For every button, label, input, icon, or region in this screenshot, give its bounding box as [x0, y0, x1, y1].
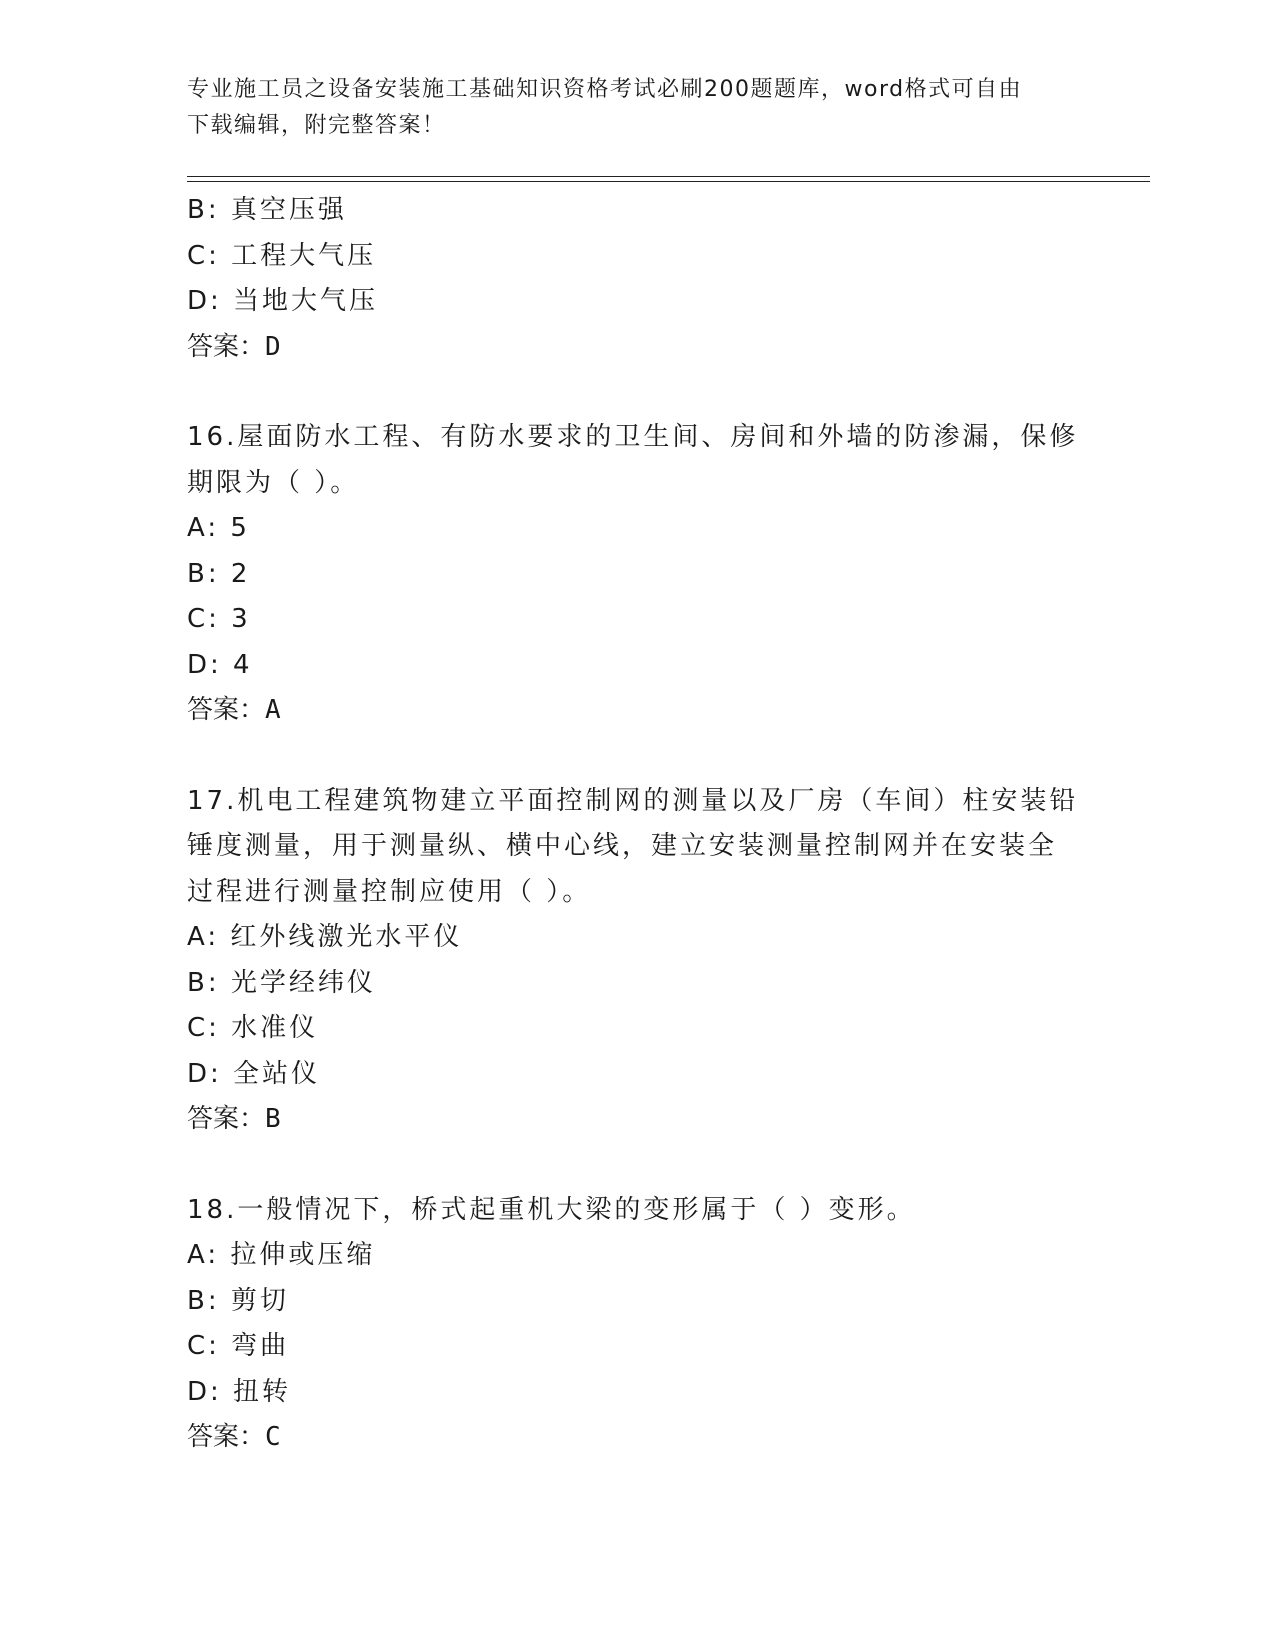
header-line-2: 下载编辑，附完整答案！ [187, 113, 446, 138]
spacer [187, 734, 1087, 779]
spacer [187, 370, 1087, 415]
question-text: 17.机电工程建筑物建立平面控制网的测量以及厂房（车间）柱安装铅 [187, 785, 1079, 816]
option-b: B: 光学经纬仪 [187, 967, 376, 998]
header-divider-top [187, 176, 1150, 177]
option-a: A: 拉伸或压缩 [187, 1240, 376, 1270]
answer-line: 答案：D [187, 331, 281, 362]
carryover-question [187, 188, 1087, 370]
question-text: 过程进行测量控制应使用（ ）。 [187, 876, 592, 907]
header-line-1: 专业施工员之设备安装施工基础知识资格考试必刷200题题库，word格式可自由 [187, 77, 1023, 102]
option-c: C: 弯曲 [187, 1331, 290, 1361]
document-body [187, 188, 1087, 1461]
option-d: D: 扭转 [187, 1376, 292, 1407]
option-c: C: 工程大气压 [187, 240, 377, 271]
header-divider-bottom [187, 181, 1150, 182]
option-a: A: 红外线激光水平仪 [187, 922, 463, 952]
question-17 [187, 779, 1087, 1143]
answer-line: 答案：A [187, 695, 281, 725]
option-b: B: 真空压强 [187, 195, 347, 225]
spacer [187, 1143, 1087, 1188]
answer-line: 答案：B [187, 1104, 281, 1134]
question-text: 16.屋面防水工程、有防水要求的卫生间、房间和外墙的防渗漏，保修 [187, 422, 1079, 452]
option-c: C: 3 [187, 604, 251, 634]
question-text: 锤度测量，用于测量纵、横中心线，建立安装测量控制网并在安装全 [187, 831, 1058, 861]
question-18 [187, 1188, 1087, 1461]
document-header [187, 72, 1087, 144]
question-16 [187, 415, 1087, 734]
answer-line: 答案：C [187, 1422, 281, 1452]
option-d: D: 当地大气压 [187, 286, 379, 316]
option-b: B: 剪切 [187, 1285, 289, 1316]
option-d: D: 全站仪 [187, 1058, 321, 1089]
option-c: C: 水准仪 [187, 1013, 319, 1043]
option-b: B: 2 [187, 558, 251, 589]
question-text: 期限为（ ）。 [187, 467, 360, 498]
option-a: A: 5 [187, 513, 250, 543]
question-text: 18.一般情况下，桥式起重机大梁的变形属于（ ）变形。 [187, 1194, 916, 1225]
option-d: D: 4 [187, 649, 253, 680]
